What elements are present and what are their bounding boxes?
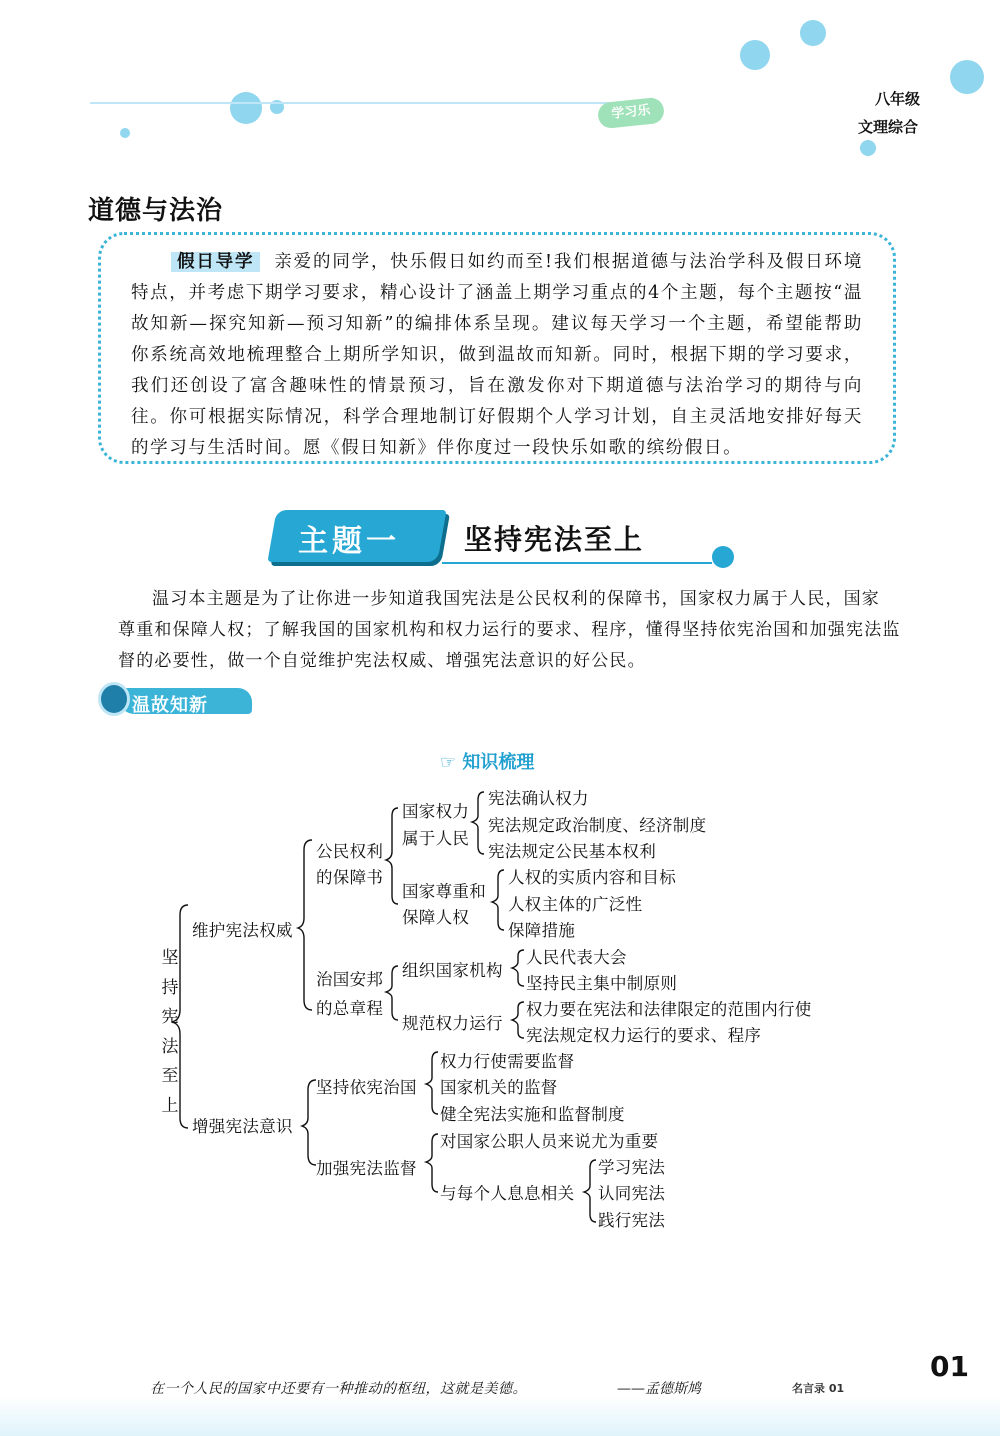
mindmap-leaf: 学习宪法 <box>598 1158 666 1177</box>
bracket <box>472 792 484 854</box>
series-label: 文理综合 <box>857 118 918 136</box>
mindmap-node-l3: 属于人民 <box>402 829 470 848</box>
mindmap-node-l3: 与每个人息息相关 <box>440 1184 575 1203</box>
bracket <box>386 808 398 904</box>
mindmap-node-l2: 加强宪法监督 <box>316 1159 417 1178</box>
mindmap-leaf: 保障措施 <box>508 921 576 940</box>
footer-author: ——孟德斯鸠 <box>617 1381 701 1397</box>
theme-title: 坚持宪法至上 <box>464 523 645 556</box>
mindmap-node-l1: 增强宪法意识 <box>192 1117 293 1136</box>
mindmap-node-l2: 的保障书 <box>316 868 384 887</box>
mindmap-node-l3: 保障人权 <box>402 908 470 927</box>
mindmap-heading-label: 知识梳理 <box>462 752 535 773</box>
mindmap-node-l1: 维护宪法权威 <box>192 921 293 940</box>
mindmap-leaf: 宪法确认权力 <box>488 789 589 808</box>
mindmap-root: 坚持宪法至上 <box>161 948 179 1116</box>
theme-tag: 主题一 <box>298 524 400 559</box>
mindmap-leaf: 认同宪法 <box>598 1184 666 1203</box>
bracket <box>298 840 312 1010</box>
mindmap-node-l3: 国家权力 <box>402 802 470 821</box>
mindmap-node-l3: 国家尊重和 <box>402 882 486 901</box>
mindmap-leaf: 践行宪法 <box>598 1211 666 1230</box>
bracket <box>426 1052 438 1114</box>
mindmap-node-l2: 的总章程 <box>316 999 384 1018</box>
mindmap-leaf: 宪法规定政治制度、经济制度 <box>488 816 707 835</box>
theme-description-line: 尊重和保障人权；了解我国的国家机构和权力运行的要求、程序，懂得坚持依宪治国和加强宪法监 <box>118 620 901 640</box>
mindmap-leaf: 人权的实质内容和目标 <box>508 868 676 887</box>
bracket <box>584 1160 596 1222</box>
mindmap-node-l2: 治国安邦 <box>316 970 384 989</box>
mindmap-node-l2: 坚持依宪治国 <box>316 1078 417 1097</box>
footer-quote: 在一个人民的国家中还要有一种推动的枢纽，这就是美德。 <box>150 1381 527 1397</box>
mindmap-leaf: 健全宪法实施和监督制度 <box>440 1105 625 1124</box>
bracket <box>386 966 398 1020</box>
mindmap-leaf: 权力行使需要监督 <box>440 1052 575 1071</box>
mindmap-leaf: 坚持民主集中制原则 <box>526 974 678 993</box>
intro-label: 假日导学 <box>171 252 260 272</box>
mindmap-leaf: 对国家公职人员来说尤为重要 <box>440 1132 659 1151</box>
mindmap-node-l2: 公民权利 <box>316 842 384 861</box>
mindmap-leaf: 宪法规定权力运行的要求、程序 <box>526 1026 762 1045</box>
pointing-hand-icon: ☞ <box>440 752 457 773</box>
bracket <box>492 870 504 930</box>
theme-description-line: 督的必要性，做一个自觉维护宪法权威、增强宪法意识的好公民。 <box>118 651 646 671</box>
bracket <box>512 950 524 986</box>
mindmap-leaf: 人权主体的广泛性 <box>508 895 643 914</box>
page-number: 01 <box>930 1350 969 1383</box>
mindmap-node-l3: 组织国家机构 <box>402 961 503 980</box>
mindmap-leaf: 权力要在宪法和法律限定的范围内行使 <box>526 1000 812 1019</box>
theme-description-line: 温习本主题是为了让你进一步知道我国宪法是公民权利的保障书，国家权力属于人民，国家 <box>152 589 880 609</box>
bracket <box>302 1080 316 1165</box>
mindmap-leaf: 国家机关的监督 <box>440 1078 558 1097</box>
intro-text: 亲爱的同学，快乐假日如约而至!我们根据道德与法治学科及假日环境特点，并考虑下期学习要求，精心设计了涵盖上期学习重点的4个主题，每个主题按“温故知新—探究知新—预习知新”的编排体系呈现。建议每天学习一个主题，希望能帮助你系统高效地梳理整合上期所学知识，做到温故而知新。同时，根据下期的学习要求，我们还创设了富含趣味性的情景预习，旨在激发你对下期道德与法治学习的期待与向往。你可根据实际情况，科学合理地制订好假期个人学习计划，自主灵活地安排好每天的学习与生活时间。愿《假日知新》伴你度过一段快乐如歌的缤纷假日。 <box>131 252 863 458</box>
grade-label: 八年级 <box>874 90 920 108</box>
mindmap-leaf: 人民代表大会 <box>526 948 627 967</box>
bracket <box>426 1134 438 1192</box>
section-badge-label: 温故知新 <box>132 695 208 716</box>
header-stamp: 学习乐 <box>597 97 665 130</box>
subject-title: 道德与法治 <box>88 196 224 226</box>
footer-band <box>0 1396 1000 1436</box>
mindmap-node-l3: 规范权力运行 <box>402 1014 503 1033</box>
mindmap-leaf: 宪法规定公民基本权利 <box>488 842 656 861</box>
bracket <box>512 1002 524 1038</box>
footer-brand: 名言录 01 <box>792 1382 845 1395</box>
